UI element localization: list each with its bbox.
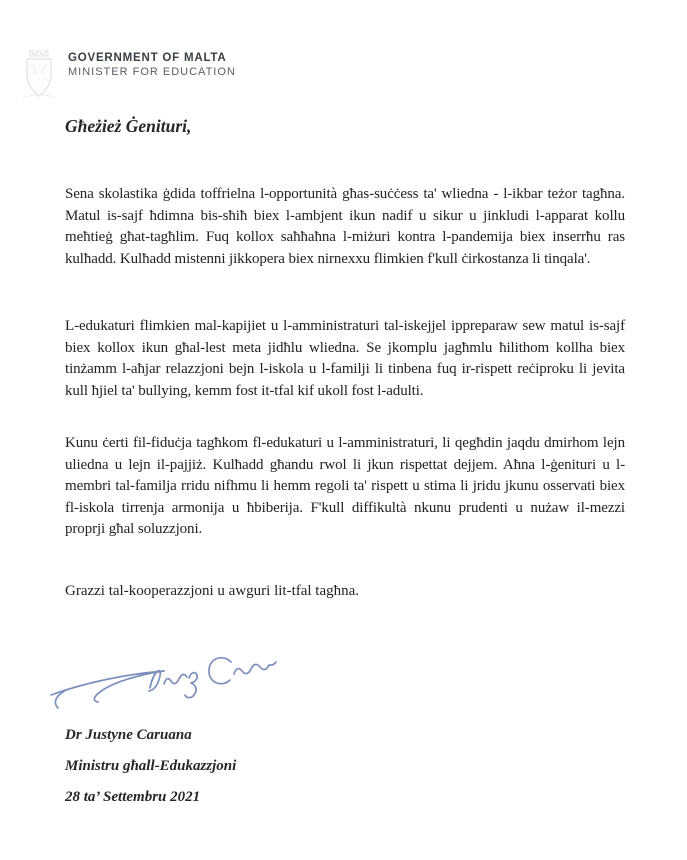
letter-date: 28 ta’ Settembru 2021 [65, 789, 201, 805]
org-name: GOVERNMENT OF MALTA [68, 52, 227, 64]
body-paragraph-1: Sena skolastika ġdida toffrielna l-opportunità għas-suċċess ta' wliedna - l-ikbar teżor tagħna. Matul is-sajf ħdimna bis-sħiħ biex l-ambjent ikun nadif u sikur u jinkludi l-apparat kollu meħtieġ għat-tagħlim. Fuq kollox saħħaħna l-miżuri kontra l-pandemija biex inserrħu ras kulħadd. Kulħadd mistenni jikkopera biex nirnexxu flimkien f'kull ċirkostanza li tinqala'. [65, 186, 625, 267]
malta-coat-of-arms-icon [16, 44, 62, 102]
body-paragraph-3: Kunu ċerti fil-fiduċja tagħkom fl-edukaturi u l-amministraturi, li qegħdin jaqdu dmirhom lejn uliedna u lejn il-pajjiż. Kulħadd għandu rwol li jkun rispettat dejjem. Aħna l-ġenituri u l-membri tal-familja rridu nifhmu li hemm regoli ta' rispett u stima li jridu jkunu osservati biex fl-iskola tirrenja armonija u ħbiberija. F'kull diffikultà nkunu prudenti u nużaw il-mezzi proprji għal soluzzjoni. [65, 435, 625, 538]
handwritten-signature [46, 638, 286, 716]
signatory-name: Dr Justyne Caruana [65, 727, 192, 743]
signatory-title: Ministru għall-Edukazzjoni [65, 758, 237, 774]
closing-line: Grazzi tal-kooperazzjoni u awguri lit-tfal tagħna. [65, 583, 360, 599]
letterhead-text [68, 44, 236, 78]
salutation: Għeżież Ġenituri, [65, 116, 192, 136]
letterhead [16, 44, 236, 102]
body-paragraph-2: L-edukaturi flimkien mal-kapijiet u l-amministraturi tal-iskejjel ippreparaw sew matul is-sajf biex kollox ikun għal-lest meta jidħlu wliedna. Se jkomplu jagħmlu ħilithom kollha biex tinżamm l-aħjar relazzjoni bejn l-iskola u l-familji li tinbena fuq ir-rispett reċiproku li jevita kull ħjiel ta' bullying, kemm fost it-tfal kif ukoll fost l-adulti. [65, 318, 625, 399]
org-subtitle: MINISTER FOR EDUCATION [68, 66, 236, 78]
